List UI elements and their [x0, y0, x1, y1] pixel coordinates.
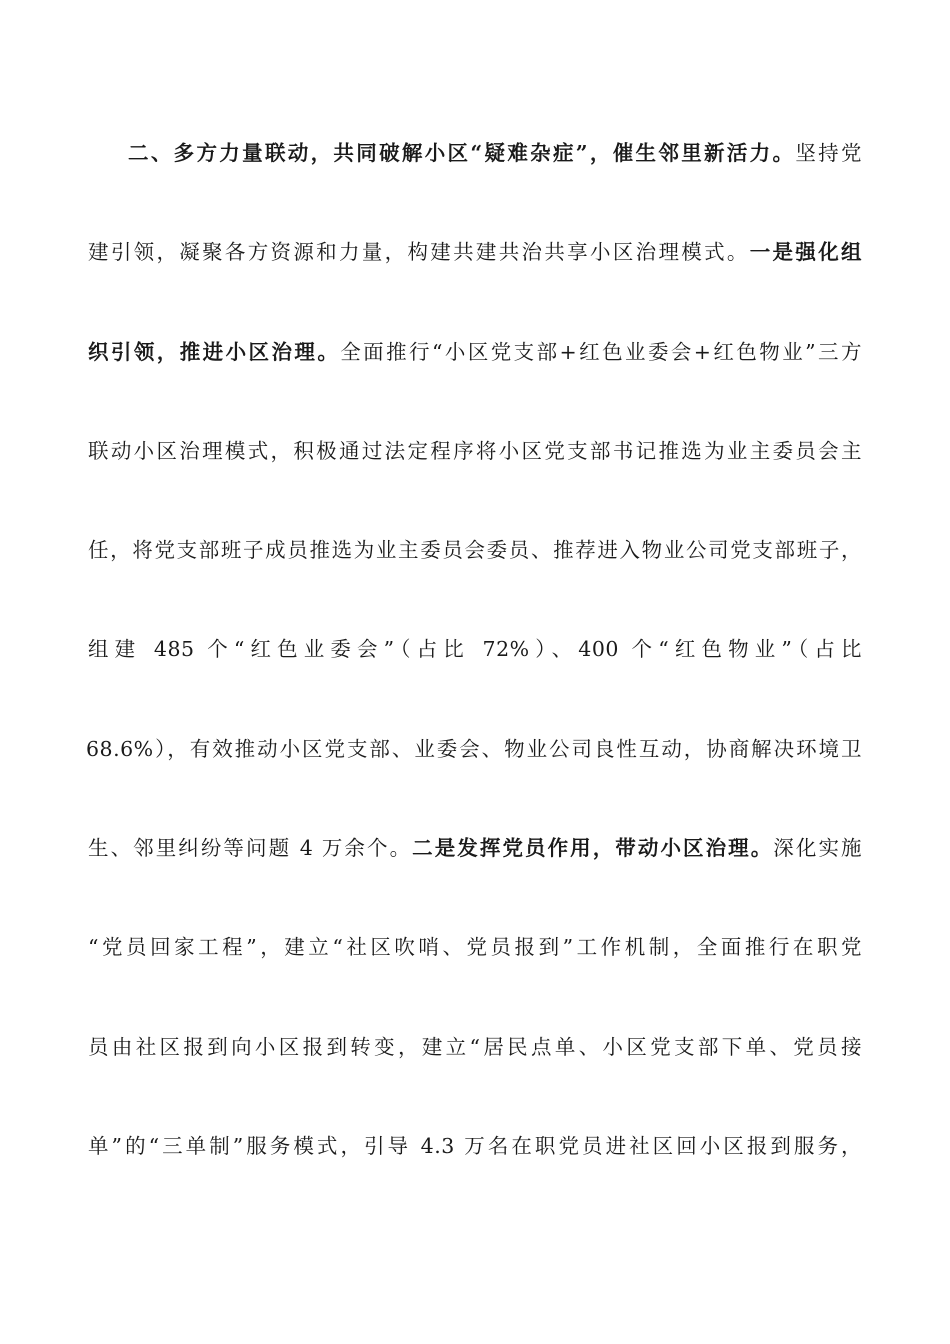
- paragraph-line-3: [88, 332, 862, 372]
- subheading-two: 二是发挥党员作用，带动小区治理。: [412, 836, 774, 860]
- line-text: 深化实施: [773, 836, 863, 860]
- line-text: 联动小区治理模式，积极通过法定程序将小区党支部书记推选为业主委员会主: [88, 439, 862, 463]
- paragraph-line-1: [128, 133, 862, 173]
- line-text: 68.6%），有效推动小区党支部、业委会、物业公司良性互动，协商解决环境卫: [86, 737, 862, 761]
- paragraph-line-7: [86, 729, 862, 769]
- paragraph-line-6: [88, 629, 862, 669]
- paragraph-line-2: [88, 232, 862, 272]
- section-heading: 二、多方力量联动，共同破解小区“疑难杂症”，催生邻里新活力。: [128, 141, 796, 165]
- paragraph-line-9: [88, 927, 862, 967]
- line-text: 员由社区报到向小区报到转变，建立“居民点单、小区党支部下单、党员接: [88, 1035, 862, 1059]
- paragraph-line-10: [88, 1027, 862, 1067]
- paragraph-line-11: [88, 1126, 862, 1166]
- subheading-one-cont: 织引领，推进小区治理。: [88, 340, 341, 364]
- line-text: 任，将党支部班子成员推选为业主委员会委员、推荐进入物业公司党支部班子，: [88, 538, 862, 562]
- paragraph-line-8: [88, 828, 862, 868]
- line-text: 组建 485 个“红色业委会”（占比 72%）、400 个“红色物业”（占比: [88, 637, 862, 661]
- paragraph-line-4: [88, 431, 862, 471]
- line-text: 坚持党: [795, 141, 862, 165]
- paragraph-line-5: [88, 530, 862, 570]
- subheading-one: 一是强化组: [749, 240, 863, 264]
- line-text: 全面推行“小区党支部+红色业委会+红色物业”三方: [340, 340, 862, 364]
- line-text: 建引领，凝聚各方资源和力量，构建共建共治共享小区治理模式。: [88, 240, 750, 264]
- line-text: 生、邻里纠纷等问题 4 万余个。: [88, 836, 413, 860]
- line-text: 单”的“三单制”服务模式，引导 4.3 万名在职党员进社区回小区报到服务，: [88, 1134, 862, 1158]
- line-text: “党员回家工程”，建立“社区吹哨、党员报到”工作机制，全面推行在职党: [88, 935, 862, 959]
